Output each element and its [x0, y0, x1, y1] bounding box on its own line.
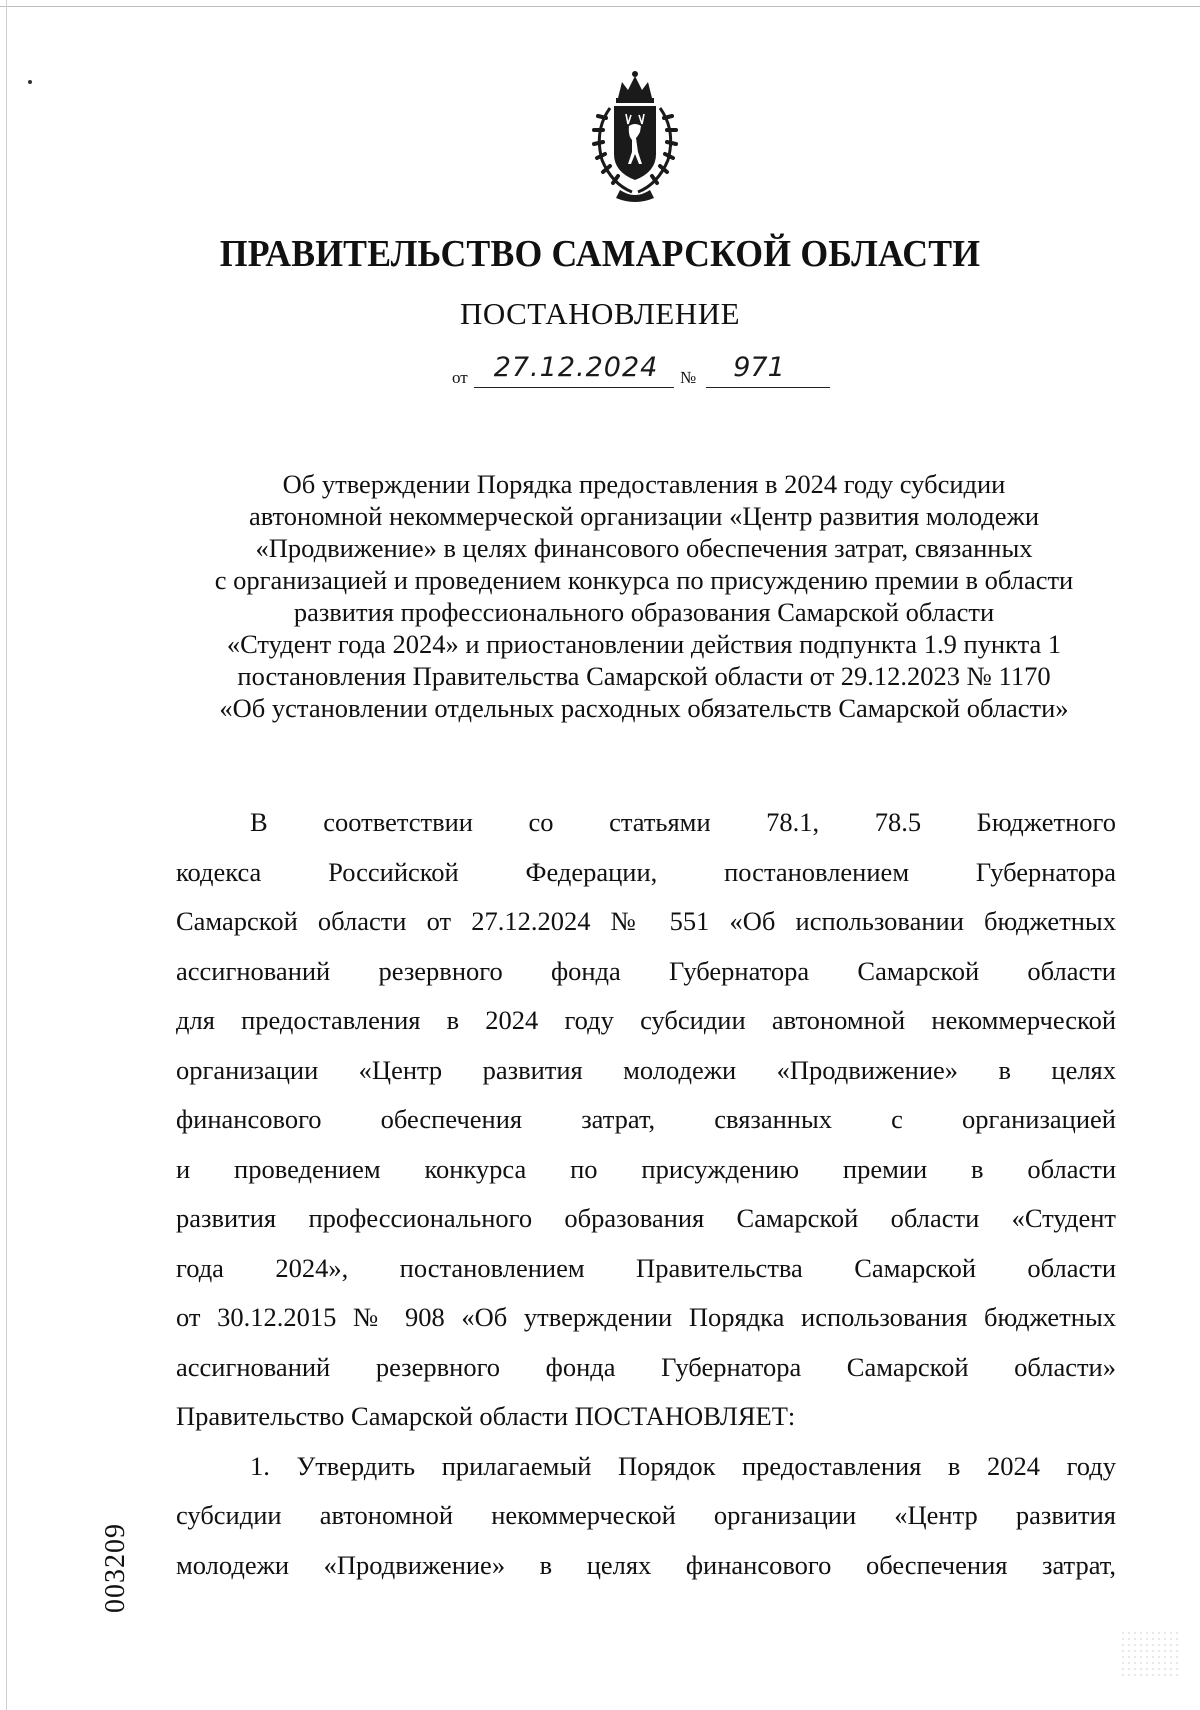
date-underline: [474, 387, 674, 388]
heading-line: развития профессионального образования Самарской области: [293, 597, 995, 627]
body-line: ассигнований резервного фонда Губернатора Самарской области»: [176, 1351, 1116, 1382]
scan-noise: [1120, 1630, 1180, 1680]
scan-left-border: [6, 0, 7, 1710]
heading-line: с организацией и проведением конкурса по присуждению премии в области: [214, 565, 1074, 595]
body-line: и проведением конкурса по присуждению премии в области: [176, 1153, 1116, 1184]
body-line: Правительство Самарской области ПОСТАНОВЛЯЕТ:: [176, 1401, 796, 1431]
scan-speck: [28, 80, 32, 84]
heading-line: «Об установлении отдельных расходных обязательств Самарской области»: [219, 693, 1069, 723]
resolution-heading: [170, 468, 1118, 724]
body-line: ассигнований резервного фонда Губернатора Самарской области: [176, 955, 1116, 986]
item-line: молодежи «Продвижение» в целях финансового обеспечения затрат,: [176, 1549, 1116, 1580]
body-line: В соответствии со статьями 78.1, 78.5 Бюджетного: [250, 807, 1116, 837]
registration-number-text: 003209: [100, 1523, 131, 1613]
samara-region-coat-of-arms-icon: [576, 68, 694, 204]
body-line: Самарской области от 27.12.2024 № 551 «Об использовании бюджетных: [176, 906, 1116, 936]
body-line: развития профессионального образования Самарской области «Студент: [176, 1203, 1116, 1233]
body-line: организации «Центр развития молодежи «Продвижение» в целях: [176, 1054, 1116, 1085]
date-prefix: от: [452, 368, 468, 387]
heading-line: постановления Правительства Самарской области от 29.12.2023 № 1170: [237, 661, 1051, 691]
scan-top-border: [0, 6, 1200, 7]
number-prefix: №: [680, 368, 697, 387]
heading-line: Об утверждении Порядка предоставления в 2024 году субсидии: [282, 469, 1006, 499]
body-line: от 30.12.2015 № 908 «Об утверждении Порядка использования бюджетных: [176, 1302, 1116, 1332]
heading-line: «Продвижение» в целях финансового обеспечения затрат, связанных: [255, 533, 1033, 563]
handwritten-date: 27.12.2024: [493, 352, 659, 383]
date-number-line: [452, 352, 832, 392]
item-line: 1. Утвердить прилагаемый Порядок предоставления в 2024 году: [250, 1450, 1116, 1481]
registration-number: [96, 1508, 136, 1628]
document-type: ПОСТАНОВЛЕНИЕ: [459, 296, 741, 331]
heading-line: автономной некоммерческой организации «Центр развития молодежи: [248, 501, 1040, 531]
resolution-body: [176, 798, 1116, 1590]
body-line: для предоставления в 2024 году субсидии автономной некоммерческой: [176, 1005, 1116, 1035]
body-line: года 2024», постановлением Правительства Самарской области: [176, 1252, 1116, 1283]
item-line: субсидии автономной некоммерческой организации «Центр развития: [176, 1500, 1116, 1530]
number-underline: [706, 387, 830, 388]
body-line: финансового обеспечения затрат, связанных с организацией: [176, 1104, 1116, 1134]
body-line: кодекса Российской Федерации, постановлением Губернатора: [176, 856, 1116, 887]
government-title: ПРАВИТЕЛЬСТВО САМАРСКОЙ ОБЛАСТИ: [219, 233, 981, 275]
handwritten-number: 971: [733, 352, 785, 383]
heading-line: «Студент года 2024» и приостановлении действия подпункта 1.9 пункта 1: [226, 629, 1062, 659]
